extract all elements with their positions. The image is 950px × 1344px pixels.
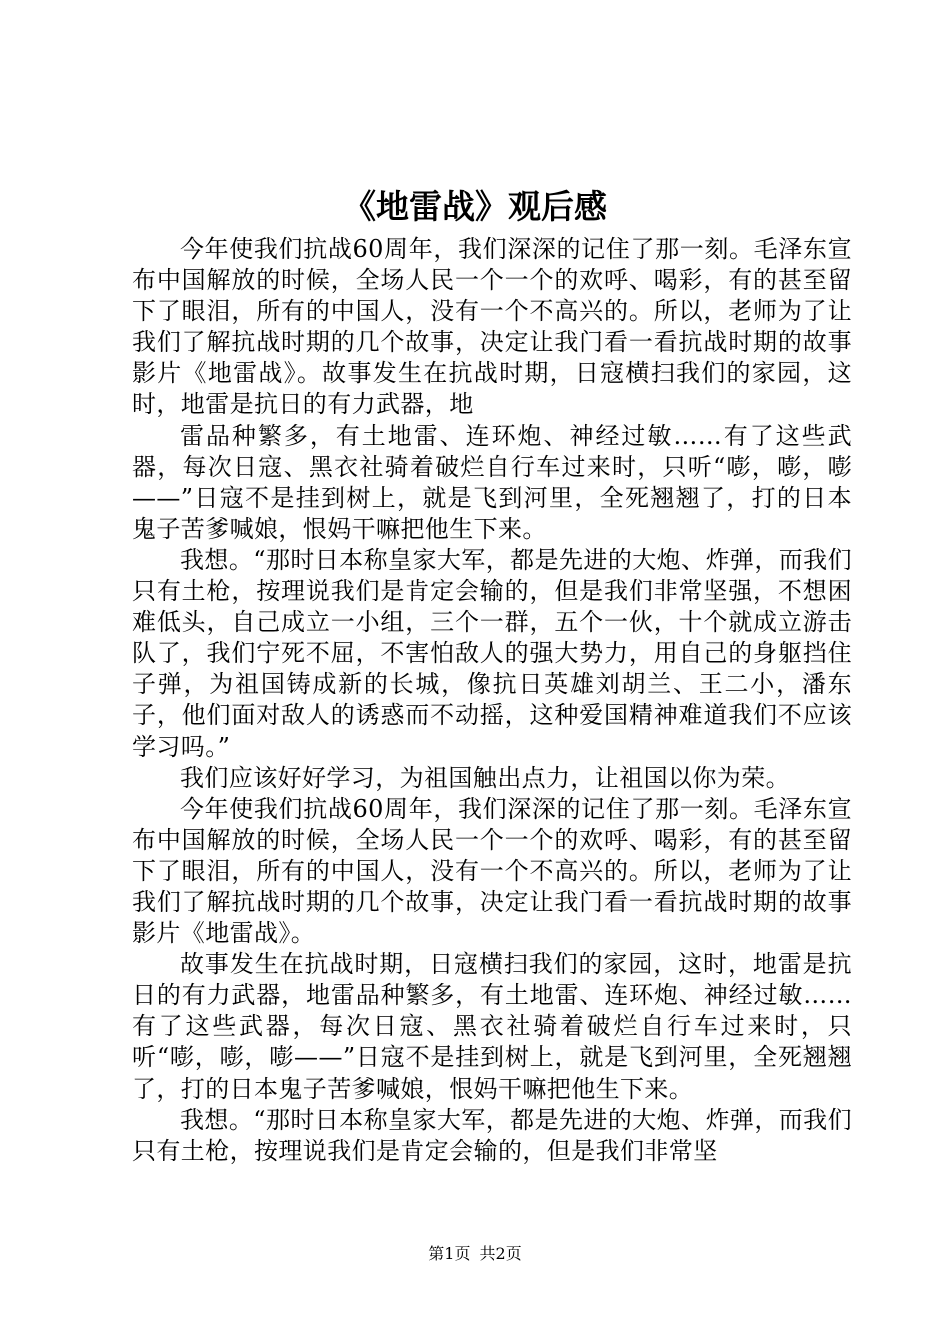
paragraph-6: 故事发生在抗战时期，日寇横扫我们的家园，这时，地雷是抗日的有力武器，地雷品种繁多，有土地雷、连环炮、神经过敏……有了这些武器，每次日寇、黑衣社骑着破烂自行车过来时，只听“嘭，嘭，嘭——”日寇不是挂到树上，就是飞到河里，全死翘翘了，打的日本鬼子苦爹喊娘，恨妈干嘛把他生下来。 xyxy=(132,950,852,1103)
paragraph-2: 雷品种繁多，有土地雷、连环炮、神经过敏……有了这些武器，每次日寇、黑衣社骑着破烂自行车过来时，只听“嘭，嘭，嘭——”日寇不是挂到树上，就是飞到河里，全死翘翘了，打的日本鬼子苦爹喊娘，恨妈干嘛把他生下来。 xyxy=(132,421,852,543)
document-body xyxy=(132,234,852,1167)
page-total: 共2页 xyxy=(479,1244,522,1263)
paragraph-7: 我想。“那时日本称皇家大军，都是先进的大炮、炸弹，而我们只有土枪，按理说我们是肯定会输的，但是我们非常坚 xyxy=(132,1105,852,1165)
document-title: 《地雷战》观后感 xyxy=(343,187,607,226)
page-number: 第1页 xyxy=(428,1244,471,1263)
paragraph-1: 今年使我们抗战60周年，我们深深的记住了那一刻。毛泽东宣布中国解放的时候，全场人民一个一个的欢呼、喝彩，有的甚至留下了眼泪，所有的中国人，没有一个不高兴的。所以，老师为了让我们了解抗战时期的几个故事，决定让我门看一看抗战时期的故事影片《地雷战》。故事发生在抗战时期，日寇横扫我们的家园，这时，地雷是抗日的有力武器，地 xyxy=(132,235,852,419)
paragraph-3: 我想。“那时日本称皇家大军，都是先进的大炮、炸弹，而我们只有土枪，按理说我们是肯定会输的，但是我们非常坚强，不想困难低头，自己成立一小组，三个一群，五个一伙，十个就成立游击队了，我们宁死不屈，不害怕敌人的强大势力，用自己的身躯挡住子弹，为祖国铸成新的长城，像抗日英雄刘胡兰、王二小，潘东子，他们面对敌人的诱惑而不动摇，这种爱国精神难道我们不应该学习吗。” xyxy=(132,545,852,761)
paragraph-4: 我们应该好好学习，为祖国触出点力，让祖国以你为荣。 xyxy=(180,763,790,792)
paragraph-5: 今年使我们抗战60周年，我们深深的记住了那一刻。毛泽东宣布中国解放的时候，全场人民一个一个的欢呼、喝彩，有的甚至留下了眼泪，所有的中国人，没有一个不高兴的。所以，老师为了让我们了解抗战时期的几个故事，决定让我门看一看抗战时期的故事影片《地雷战》。 xyxy=(132,794,852,948)
page-footer xyxy=(0,1242,950,1266)
